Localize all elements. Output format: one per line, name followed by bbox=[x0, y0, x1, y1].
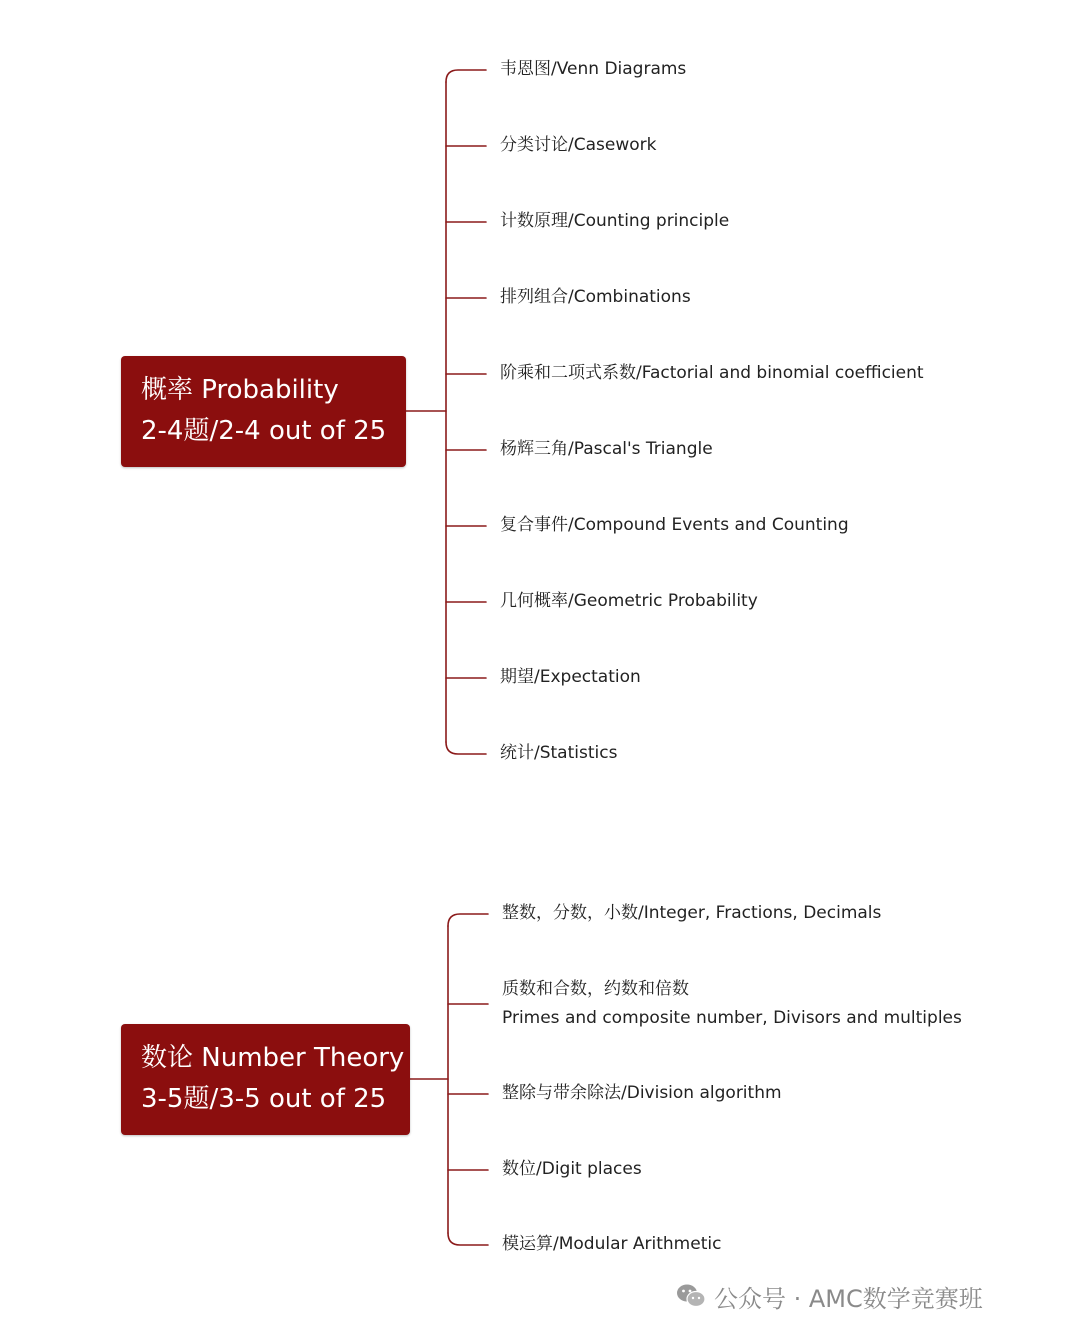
topic-statistics: 统计/Statistics bbox=[500, 743, 618, 763]
topic-factorial-binomial: 阶乘和二项式系数/Factorial and binomial coefficient bbox=[500, 363, 924, 383]
topic-combinations: 排列组合/Combinations bbox=[500, 287, 691, 307]
connector-branch bbox=[448, 1233, 488, 1245]
topic-integer-fractions-decimals: 整数，分数，小数/Integer, Fractions, Decimals bbox=[502, 903, 882, 923]
topic-venn-diagrams: 韦恩图/Venn Diagrams bbox=[500, 59, 687, 79]
topic-expectation: 期望/Expectation bbox=[500, 667, 641, 687]
topic-modular-arithmetic: 模运算/Modular Arithmetic bbox=[502, 1234, 722, 1254]
connector-branch bbox=[448, 914, 488, 926]
topic-pascals-triangle: 杨辉三角/Pascal's Triangle bbox=[500, 439, 713, 459]
topic-geometric-probability: 几何概率/Geometric Probability bbox=[500, 591, 758, 611]
root-node-probability bbox=[121, 356, 406, 467]
topic-digit-places: 数位/Digit places bbox=[502, 1159, 642, 1179]
topic-compound-events: 复合事件/Compound Events and Counting bbox=[500, 515, 849, 535]
wechat-icon bbox=[676, 1283, 706, 1309]
root-subtitle: 2-4题/2-4 out of 25 bbox=[141, 416, 387, 446]
topic-counting-principle: 计数原理/Counting principle bbox=[500, 211, 730, 231]
root-title: 概率 Probability bbox=[141, 375, 339, 405]
root-subtitle: 3-5题/3-5 out of 25 bbox=[141, 1084, 387, 1114]
topic-division-algorithm: 整除与带余除法/Division algorithm bbox=[502, 1083, 782, 1103]
topic-primes-composite-en: Primes and composite number, Divisors and multiples bbox=[502, 1008, 962, 1028]
connector-branch bbox=[446, 70, 486, 82]
root-node-number-theory bbox=[121, 1024, 410, 1135]
topic-primes-composite-cn: 质数和合数，约数和倍数 bbox=[502, 979, 689, 999]
watermark-text: 公众号 · AMC数学竞赛班 bbox=[714, 1284, 983, 1313]
watermark bbox=[676, 1276, 983, 1316]
root-title: 数论 Number Theory bbox=[141, 1043, 405, 1073]
topic-casework: 分类讨论/Casework bbox=[500, 135, 657, 155]
connector-branch bbox=[446, 742, 486, 754]
